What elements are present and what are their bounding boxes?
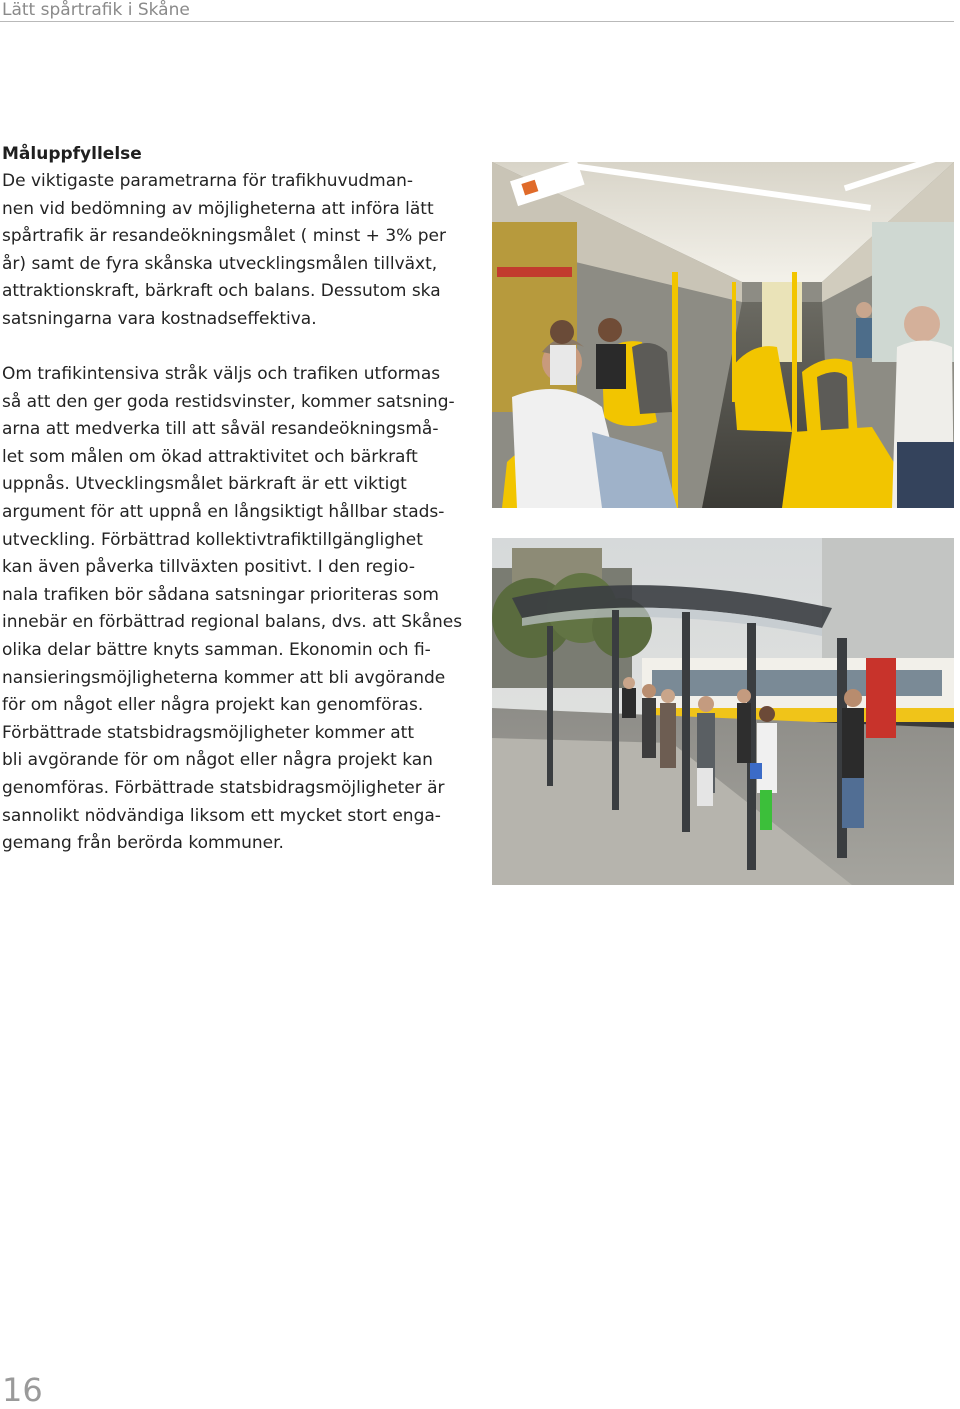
text-line: gemang från berörda kommuner. xyxy=(2,833,284,854)
text-line: nansieringsmöjligheterna kommer att bli avgörande xyxy=(2,667,446,688)
text-line: argument för att uppnå en långsiktigt hållbar stads- xyxy=(2,501,445,522)
text-line: Om trafikintensiva stråk väljs och trafiken utformas xyxy=(2,364,441,384)
text-line: olika delar bättre knyts samman. Ekonomin och fi- xyxy=(2,639,431,660)
text-line: kan även påverka tillväxten positivt. I den regio- xyxy=(2,557,415,578)
text-line: arna att medverka till att såväl resandeökningsmå- xyxy=(2,419,439,440)
text-line: för om något eller några projekt kan genomföras. xyxy=(2,695,424,716)
text-line: genomföras. Förbättrade statsbidragsmöjligheter är xyxy=(2,777,445,798)
running-header: Lätt spårtrafik i Skåne xyxy=(2,0,190,20)
intro-paragraph xyxy=(2,168,466,334)
tram-stop-platform-photo xyxy=(492,538,954,885)
text-line: nen vid bedömning av möjligheterna att införa lätt xyxy=(2,198,434,219)
text-line: spårtrafik är resandeökningsmålet ( minst + 3% per xyxy=(2,226,446,247)
text-line: sannolikt nödvändiga liksom ett mycket stort enga- xyxy=(2,805,441,826)
text-line: bli avgörande för om något eller några projekt kan xyxy=(2,750,433,771)
tram-interior-photo xyxy=(492,162,954,508)
text-line: attraktionskraft, bärkraft och balans. Dessutom ska xyxy=(2,281,441,302)
body-paragraph xyxy=(2,361,466,858)
header-rule xyxy=(0,21,954,22)
section-heading: Måluppfyllelse xyxy=(2,144,142,164)
text-line: satsningarna vara kostnadseffektiva. xyxy=(2,308,317,329)
text-line: så att den ger goda restidsvinster, kommer satsning- xyxy=(2,391,455,412)
text-line: De viktigaste parametrarna för trafikhuvudman- xyxy=(2,171,414,191)
text-line: let som målen om ökad attraktivitet och bärkraft xyxy=(2,446,418,467)
page-number: 16 xyxy=(2,1371,43,1409)
text-line: Förbättrade statsbidragsmöjligheter kommer att xyxy=(2,722,415,743)
text-line: år) samt de fyra skånska utvecklingsmålen tillväxt, xyxy=(2,253,438,274)
text-line: utveckling. Förbättrad kollektivtrafiktillgänglighet xyxy=(2,529,423,550)
text-line: nala trafiken bör sådana satsningar prioriteras som xyxy=(2,584,439,605)
text-line: innebär en förbättrad regional balans, dvs. att Skånes xyxy=(2,612,463,633)
text-line: uppnås. Utvecklingsmålet bärkraft är ett viktigt xyxy=(2,474,407,495)
